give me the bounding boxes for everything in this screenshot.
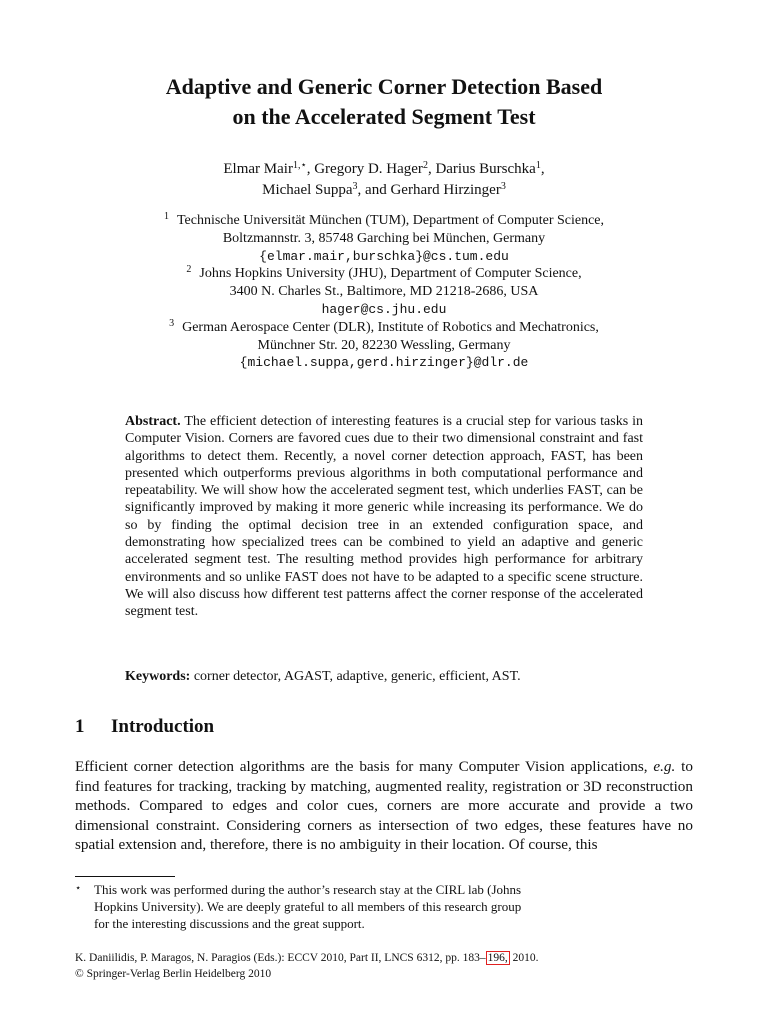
affiliation-email[interactable]: {elmar.mair,burschka}@cs.tum.edu (259, 248, 509, 264)
author-affil-mark: 1,⋆ (292, 160, 307, 171)
author-line-1 (0, 159, 768, 180)
author-affil-mark: 2 (422, 160, 428, 171)
affiliation-line (0, 265, 768, 283)
author-separator: , (306, 161, 315, 177)
affiliation-email[interactable]: hager@cs.jhu.edu (321, 301, 447, 317)
abstract (125, 413, 643, 621)
citation-text: K. Daniilidis, P. Maragos, N. Paragios (Eds.): ECCV 2010, Part II, LNCS 6312, pp. 183– (75, 952, 486, 964)
author-affil-mark: 3 (352, 181, 358, 192)
affiliation-number: 2 (186, 264, 192, 276)
footnote-line: for the interesting discussions and the great support. (94, 916, 365, 931)
affiliation-institution: Technische Universität München (TUM), Department of Computer Science, (176, 213, 605, 228)
author-separator: , and (357, 182, 391, 198)
keywords (125, 668, 643, 685)
footnote-line: Hopkins University). We are deeply grateful to all members of this research group (94, 899, 522, 914)
keywords-label: Keywords: (125, 669, 191, 684)
keywords-text: corner detector, AGAST, adaptive, generic, efficient, AST. (193, 669, 521, 684)
page-range-link[interactable]: 196, (487, 952, 508, 964)
copyright-line: © Springer-Verlag Berlin Heidelberg 2010 (75, 968, 272, 980)
author-line-2 (0, 180, 768, 201)
author-separator: , (540, 161, 545, 177)
affiliation-number: 1 (163, 211, 169, 222)
author-list (0, 159, 768, 201)
title-line-1: Adaptive and Generic Corner Detection Based (165, 74, 603, 99)
affiliation-number: 3 (169, 317, 175, 329)
title-line-2: on the Accelerated Segment Test (232, 104, 536, 129)
citation-line (75, 950, 705, 966)
section-number: 1 (75, 716, 85, 737)
author-name: Darius Burschka (435, 161, 536, 177)
affiliation-institution: German Aerospace Center (DLR), Institute of Robotics and Mechatronics, (182, 319, 599, 335)
section-heading (75, 716, 214, 738)
author-name: Gregory D. Hager (314, 161, 423, 177)
footnote-line: ⋆ This work was performed during the author’s research stay at the CIRL lab (Johns (75, 882, 522, 897)
abstract-label: Abstract. (125, 414, 181, 429)
author-name: Michael Suppa (262, 182, 353, 198)
intro-text: Efficient corner detection algorithms are the basis for many Computer Vision applications, (75, 758, 654, 775)
author-name: Elmar Mair (223, 161, 293, 177)
affiliation-address: 3400 N. Charles St., Baltimore, MD 21218-2686, USA (229, 284, 539, 300)
author-separator: , (427, 161, 436, 177)
footnote (75, 881, 693, 932)
intro-eg: e.g. (653, 758, 676, 775)
author-affil-mark: 3 (500, 181, 506, 192)
affiliation-line (0, 212, 768, 230)
intro-text: to find features for tracking, tracking by matching, augmented reality, registration or 3D reconstruction methods. Compared to edges and color cues, corners are more accurate and provide a two dimensional constraint. Considering corners as intersection of two edges, these features have no spatial extension and, therefore, there is no ambiguity in their location. Of course, this (75, 758, 693, 854)
affiliation-address: Boltzmannstr. 3, 85748 Garching bei München, Germany (222, 230, 546, 246)
section-title: Introduction (111, 716, 215, 737)
abstract-text: The efficient detection of interesting features is a crucial step for various tasks in Computer Vision. Corners are favored cues due to their two dimensional constraint and fast algorithms to detect them. Recently, a novel corner detection approach, FAST, has been presented which outperforms previous algorithms in both computational performance and repeatability. We will show how the accelerated segment test, which underlies FAST, can be significantly improved by making it more generic while increasing its performance. We do so by finding the optimal decision tree in an extended configuration space, and demonstrating how specialized trees can be combined to yield an adaptive and generic accelerated segment test. The resulting method provides high performance for arbitrary environments and so unlike FAST does not have to be adapted to a specific scene structure. We will also discuss how different test patterns affect the corner response of the accelerated segment test. (125, 414, 643, 620)
footnote-text: This work was performed during the author’s research stay at the CIRL lab (Johns (94, 882, 522, 897)
affiliation-address: Münchner Str. 20, 82230 Wessling, Germany (257, 337, 511, 353)
affiliation-email[interactable]: {michael.suppa,gerd.hirzinger}@dlr.de (239, 355, 529, 371)
affiliation-line (0, 319, 768, 337)
footnote-rule (75, 876, 175, 877)
intro-paragraph (75, 757, 693, 855)
affiliation-list (0, 212, 768, 372)
paper-title (0, 72, 768, 132)
author-name: Gerhard Hirzinger (390, 182, 501, 198)
author-affil-mark: 1 (535, 160, 541, 171)
affiliation-institution: Johns Hopkins University (JHU), Department of Computer Science, (199, 266, 582, 282)
citation (75, 950, 705, 982)
citation-year: 2010. (509, 952, 539, 964)
